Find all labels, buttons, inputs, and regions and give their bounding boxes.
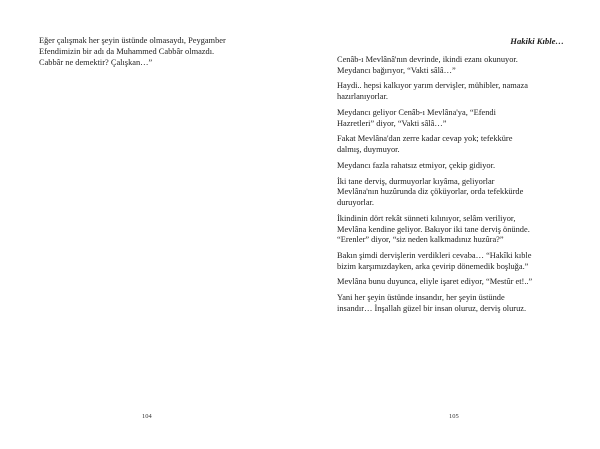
text-line: Mevlâna bunu duyunca, eliyle işaret ediyor, “Mestûr et!..” <box>337 277 533 287</box>
text-line: Meydancı fazla rahatsız etmiyor, çekip gidiyor. <box>337 160 496 170</box>
paragraph <box>337 214 569 246</box>
paragraph <box>337 81 569 102</box>
text-line: Efendimizin bir adı da Muhammed Cabbâr olmazdı. <box>39 47 215 56</box>
running-head: Hakiki Kıble… <box>510 36 564 46</box>
right-page <box>300 0 600 449</box>
text-line: İkindinin dört rekât sünneti kılınıyor, selâm veriliyor, <box>337 213 516 223</box>
right-page-text <box>337 55 569 320</box>
text-line: Haydi.. hepsi kalkıyor yarım dervişler, mühibler, namaza <box>337 81 528 91</box>
page-number: 105 <box>449 413 459 420</box>
paragraph <box>337 277 569 288</box>
text-line: Mevlâna'nın huzûrunda diz çöküyorlar, orda tefekkürde <box>337 187 524 197</box>
text-line: Meydancı geliyor Cenâb-ı Mevlâna'ya, “Efendi <box>337 107 496 117</box>
text-line: “Erenler” diyor, “siz neden kalkmadınız huzûra?” <box>337 235 504 245</box>
text-line: Meydancı bağırıyor, “Vakti sâlâ…” <box>337 65 456 75</box>
paragraph <box>337 161 569 172</box>
paragraph <box>337 293 569 314</box>
left-page-text <box>39 35 274 68</box>
text-line: Hazretleri” diyor, “Vakti sâlâ…” <box>337 118 447 128</box>
page-number: 104 <box>142 413 152 420</box>
text-line: duruyorlar. <box>337 198 374 208</box>
text-line: Cabbâr ne demektir? Çalışkan…” <box>39 58 153 67</box>
text-line: insandır… İnşallah güzel bir insan oluruz, derviş oluruz. <box>337 303 527 313</box>
text-line: Mevlâna kendine geliyor. Bakıyor iki tane derviş önünde. <box>337 224 530 234</box>
paragraph <box>337 134 569 155</box>
text-line: Fakat Mevlâna'dan zerre kadar cevap yok; tefekküre <box>337 134 513 144</box>
paragraph <box>337 251 569 272</box>
text-line: Cenâb-ı Mevlânâ'nın devrinde, ikindi ezanı okunuyor. <box>337 55 518 64</box>
text-line: dalmış, duymuyor. <box>337 145 400 155</box>
text-line: Bakın şimdi dervişlerin verdikleri cevaba… “Hakîki kıble <box>337 250 532 260</box>
text-line: Eğer çalışmak her şeyin üstünde olmasaydı, Peygamber <box>39 36 226 45</box>
paragraph <box>337 55 569 76</box>
paragraph <box>337 108 569 129</box>
text-line: Yani her şeyin üstünde insandır, her şeyin üstünde <box>337 293 505 303</box>
text-line: bizim karşımızdayken, arka çevirip dönemedik boşluğa.” <box>337 261 529 271</box>
paragraph <box>337 177 569 209</box>
text-line: İki tane derviş, durmuyorlar kıyâma, geliyorlar <box>337 176 495 186</box>
text-line: hazırlanıyorlar. <box>337 92 388 102</box>
